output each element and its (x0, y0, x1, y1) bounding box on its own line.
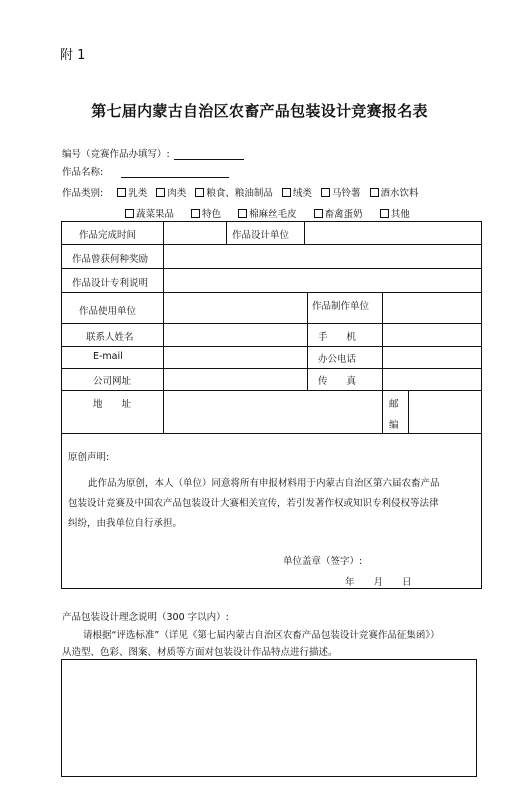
email-label: E-mail (93, 351, 123, 362)
col-divider (382, 390, 383, 433)
row-divider (61, 292, 482, 293)
row-divider (61, 244, 482, 245)
checkbox-icon[interactable] (238, 209, 247, 218)
checkbox-icon[interactable] (156, 188, 165, 197)
category-option-wool[interactable]: 绒类 (282, 185, 312, 199)
row-divider (61, 433, 482, 434)
category-option-meat[interactable]: 肉类 (156, 185, 186, 199)
row-divider (61, 346, 482, 347)
row-divider (61, 268, 482, 269)
category-row-1 (62, 185, 425, 199)
checkbox-icon[interactable] (282, 188, 291, 197)
number-field (62, 146, 244, 160)
production-unit-label: 作品制作单位 (312, 301, 370, 312)
website-label: 公司网址 (93, 376, 132, 387)
col-divider (408, 390, 409, 433)
number-input-line[interactable] (174, 149, 244, 160)
row-divider (61, 390, 482, 391)
checkbox-icon[interactable] (314, 209, 323, 218)
category-option-vegetables[interactable]: 蔬菜果品 (125, 206, 174, 220)
category-option-dairy[interactable]: 乳类 (117, 185, 147, 199)
seal-signature-label: 单位盖章（签字）: (283, 556, 363, 567)
category-option-textile[interactable]: 棉麻丝毛皮 (238, 206, 297, 220)
address-label: 地 址 (93, 399, 132, 410)
concept-instruction-line2: 从造型、色彩、图案、材质等方面对包装设计作品特点进行描述。 (62, 647, 338, 658)
category-row-2 (125, 206, 416, 220)
postcode-label-top: 邮 (389, 399, 399, 410)
annex-label: 附 1 (60, 48, 86, 63)
mobile-label: 手 机 (318, 332, 357, 343)
contact-name-label: 联系人姓名 (86, 332, 134, 343)
completion-time-label: 作品完成时间 (79, 230, 137, 241)
checkbox-icon[interactable] (370, 188, 379, 197)
category-option-beverage[interactable]: 酒水饮料 (370, 185, 419, 199)
checkbox-icon[interactable] (321, 188, 330, 197)
category-label: 作品类别: (62, 188, 104, 199)
category-option-potato[interactable]: 马铃薯 (321, 185, 361, 199)
declaration-text: 此作品为原创，本人（单位）同意将所有申报材料用于内蒙古自治区第六届农畜产品 包装设计竞赛及中国农产品包装设计大赛相关宣传，若引发著作权或知识专利侵权等法律 纠纷，由我单位自行承担。 (68, 478, 440, 529)
patent-label: 作品设计专利说明 (72, 278, 149, 289)
name-field (62, 164, 229, 178)
postcode-label-bottom: 编 (389, 420, 399, 431)
row-divider (61, 323, 482, 324)
category-option-grain[interactable]: 粮食、粮油制品 (195, 185, 273, 199)
checkbox-icon[interactable] (125, 209, 134, 218)
fax-label: 传 真 (318, 376, 357, 387)
category-option-livestock[interactable]: 畜禽蛋奶 (314, 206, 363, 220)
col-divider (304, 221, 305, 244)
use-unit-label: 作品使用单位 (79, 306, 137, 317)
date-label: 年 月 日 (345, 577, 412, 588)
concept-heading: 产品包装设计理念说明（300 字以内）: (62, 612, 229, 623)
concept-instruction-line1: 请根据“评选标准”（详见《第七届内蒙古自治区农畜产品包装设计竞赛作品征集函》） (83, 630, 440, 641)
office-phone-label: 办公电话 (318, 354, 357, 365)
col-divider (226, 221, 227, 244)
name-input-line[interactable] (121, 167, 229, 178)
col-divider (307, 292, 308, 390)
design-unit-label: 作品设计单位 (232, 230, 290, 241)
row-divider (61, 368, 482, 369)
checkbox-icon[interactable] (195, 188, 204, 197)
col-divider (382, 292, 383, 390)
col-divider (163, 221, 164, 433)
category-option-other[interactable]: 其他 (380, 206, 410, 220)
form-title: 第七届内蒙古自治区农畜产品包装设计竞赛报名表 (91, 102, 428, 120)
checkbox-icon[interactable] (191, 209, 200, 218)
number-label: 编号（竞赛作品办填写）: (62, 149, 170, 160)
declaration-heading: 原创声明: (68, 452, 110, 463)
checkbox-icon[interactable] (117, 188, 126, 197)
concept-text-box[interactable] (61, 659, 477, 777)
name-label: 作品名称: (62, 167, 104, 178)
awards-label: 作品曾获何种奖励 (72, 254, 149, 265)
checkbox-icon[interactable] (380, 209, 389, 218)
category-option-specialty[interactable]: 特色 (191, 206, 221, 220)
